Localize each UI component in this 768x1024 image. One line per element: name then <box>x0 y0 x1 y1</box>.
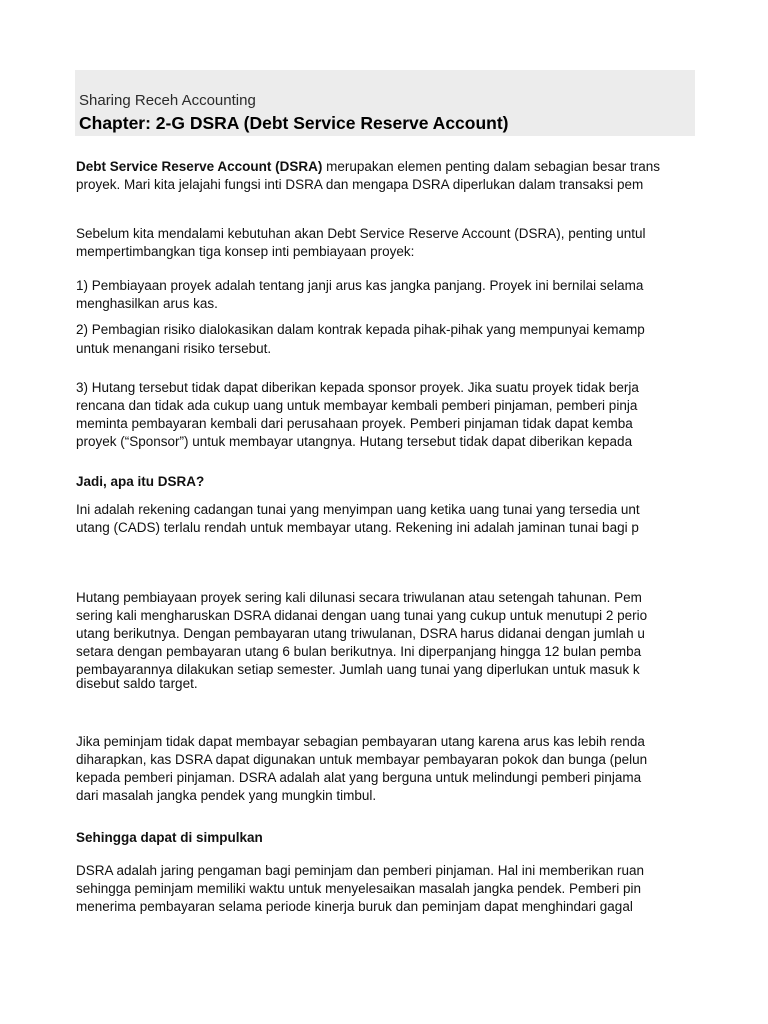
quarterly-line-2: sering kali mengharuskan DSRA didanai dengan uang tunai yang cukup untuk menutupi 2 perio <box>76 608 648 623</box>
header-subtitle: Sharing Receh Accounting <box>79 92 256 109</box>
point-1-line-1: 1) Pembiayaan proyek adalah tentang janji arus kas jangka panjang. Proyek ini bernilai selama <box>76 278 644 293</box>
quarterly-line-4: setara dengan pembayaran utang 6 bulan berikutnya. Ini diperpanjang hingga 12 bulan pemba <box>76 644 642 659</box>
conclusion-line-2: sehingga peminjam memiliki waktu untuk menyelesaikan masalah jangka pendek. Pemberi pin <box>76 881 642 896</box>
borrower-line-2: diharapkan, kas DSRA dapat digunakan untuk membayar pembayaran pokok dan bunga (pelun <box>76 752 648 767</box>
section-heading-what: Jadi, apa itu DSRA? <box>76 474 205 489</box>
context-line-2: mempertimbangkan tiga konsep inti pembiayaan proyek: <box>76 244 415 259</box>
quarterly-line-5: pembayarannya dilakukan setiap semester. Jumlah uang tunai yang diperlukan untuk masuk k <box>76 662 640 677</box>
point-3-line-1: 3) Hutang tersebut tidak dapat diberikan kepada sponsor proyek. Jika suatu proyek tidak berja <box>76 380 639 395</box>
point-3-line-3: meminta pembayaran kembali dari perusahaan proyek. Pemberi pinjaman tidak dapat kemba <box>76 416 633 431</box>
point-3-line-4: proyek (“Sponsor”) untuk membayar utangnya. Hutang tersebut tidak dapat diberikan kepada <box>76 434 633 449</box>
what-line-1: Ini adalah rekening cadangan tunai yang menyimpan uang ketika uang tunai yang tersedia unt <box>76 502 640 517</box>
context-line-1: Sebelum kita mendalami kebutuhan akan Debt Service Reserve Account (DSRA), penting untul <box>76 226 646 241</box>
intro-term: Debt Service Reserve Account (DSRA) <box>76 159 323 174</box>
conclusion-line-3: menerima pembayaran selama periode kinerja buruk dan peminjam dapat menghindari gagal <box>76 899 633 914</box>
borrower-line-4: dari masalah jangka pendek yang mungkin timbul. <box>76 788 377 803</box>
quarterly-line-6: disebut saldo target. <box>76 676 198 691</box>
intro-line-1-rest: merupakan elemen penting dalam sebagian besar trans <box>322 159 661 174</box>
borrower-line-3: kepada pemberi pinjaman. DSRA adalah alat yang berguna untuk melindungi pemberi pinjama <box>76 770 642 785</box>
quarterly-line-1: Hutang pembiayaan proyek sering kali dilunasi secara triwulanan atau setengah tahunan. Pem <box>76 590 642 605</box>
what-line-2: utang (CADS) terlalu rendah untuk membayar utang. Rekening ini adalah jaminan tunai bagi p <box>76 520 639 535</box>
borrower-line-1: Jika peminjam tidak dapat membayar sebagian pembayaran utang karena arus kas lebih renda <box>76 734 645 749</box>
header-band <box>75 70 695 136</box>
quarterly-line-3: utang berikutnya. Dengan pembayaran utang triwulanan, DSRA harus didanai dengan jumlah u <box>76 626 645 641</box>
document-page <box>75 70 695 1024</box>
point-2-line-1: 2) Pembagian risiko dialokasikan dalam kontrak kepada pihak-pihak yang mempunyai kemamp <box>76 322 645 337</box>
intro-line-1 <box>76 158 660 176</box>
point-2-line-2: untuk menangani risiko tersebut. <box>76 341 272 356</box>
intro-line-2: proyek. Mari kita jelajahi fungsi inti DSRA dan mengapa DSRA diperlukan dalam transaksi pem <box>76 177 644 192</box>
section-heading-conclusion: Sehingga dapat di simpulkan <box>76 830 263 845</box>
page-title: Chapter: 2-G DSRA (Debt Service Reserve Account) <box>79 113 509 133</box>
point-3-line-2: rencana dan tidak ada cukup uang untuk membayar kembali pemberi pinjaman, pemberi pinja <box>76 398 638 413</box>
conclusion-line-1: DSRA adalah jaring pengaman bagi peminjam dan pemberi pinjaman. Hal ini memberikan ruan <box>76 863 645 878</box>
point-1-line-2: menghasilkan arus kas. <box>76 296 218 311</box>
